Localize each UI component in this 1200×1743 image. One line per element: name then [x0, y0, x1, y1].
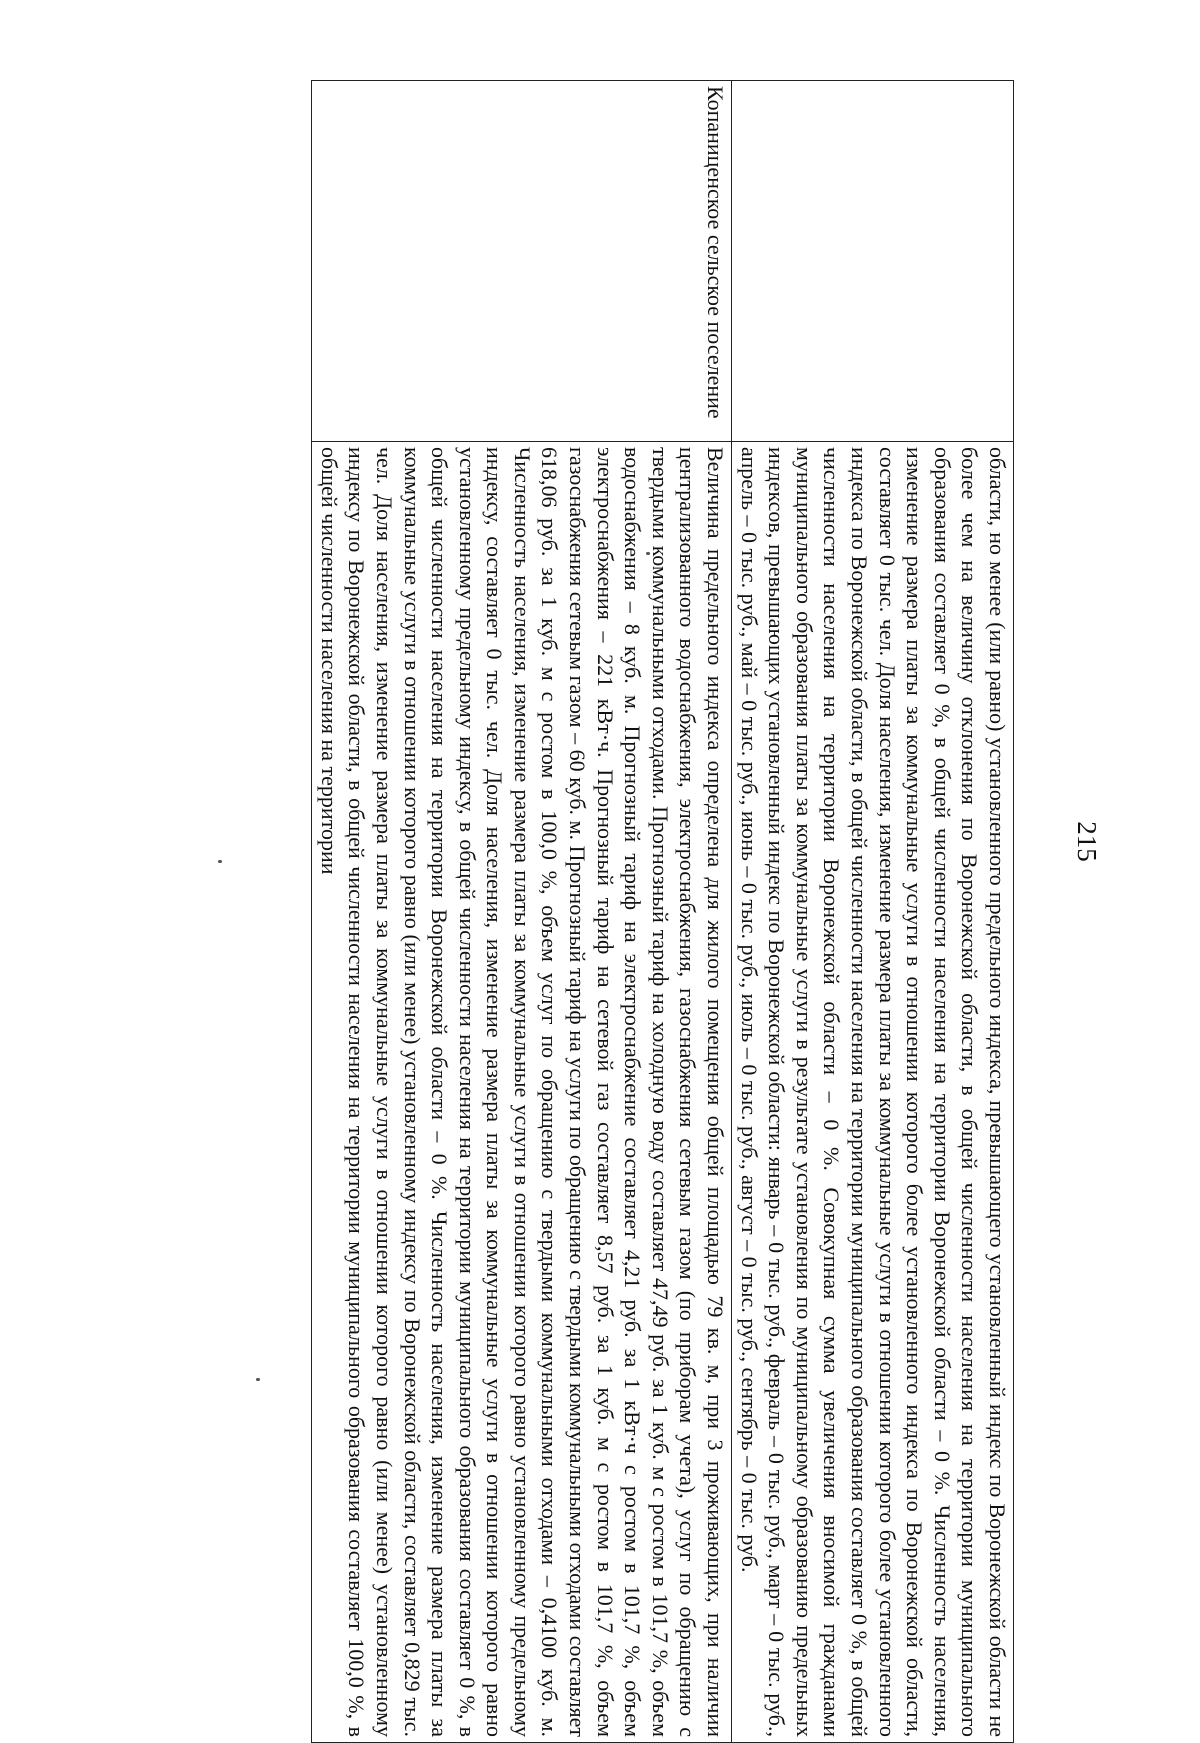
table-row	[732, 81, 1014, 1743]
page-number	[1071, 821, 1102, 862]
table-cell-municipality: Копаниценское сельское поселение	[312, 81, 732, 442]
table-cell-description: Величина предельного индекса определена для жилого помещения общей площадью 79 кв. м, при 3 проживающих, при наличии централизованного водоснабжения, электроснабжения, газоснабжения сетевым газом (по приборам учета), услуг по обращению с твердыми коммунальными отходами. Прогнозный тариф на холодную воду составляет 47,49 руб. за 1 куб. м с ростом в 101,7 %, объем водоснабжения – 8 куб. м. Прогнозный тариф на электроснабжение составляет 4,21 руб. за 1 кВт·ч с ростом в 101,7 %, объем электроснабжения – 221 кВт·ч. Прогнозный тариф на сетевой газ составляет 8,57 руб. за 1 куб. м с ростом в 101,7 %, объем газоснабжения сетевым газом – 60 куб. м. Прогнозный тариф на услуги по обращению с твердыми коммунальными отходами составляет 618,06 руб. за 1 куб. м с ростом в 100,0 %, объем услуг по обращению с твердыми коммунальными отходами – 0,4100 куб. м. Численность населения, изменение размера платы за коммунальные услуги в отношении которого равно установленному предельному индексу, составляет 0 тыс. чел. Доля населения, изменение размера платы за коммунальные услуги в отношении которого равно установленному предельному индексу, в общей численности населения на территории муниципального образования составляет 0 %, в общей численности населения на территории Воронежской области – 0 %. Численность населения, изменение размера платы за коммунальные услуги в отношении которого равно (или менее) установленному индексу по Воронежской области, составляет 0,829 тыс. чел. Доля населения, изменение размера платы за коммунальные услуги в отношении которого равно (или менее) установленному индексу по Воронежской области, в общей численности населения на территории муниципального образования составляет 100,0 %, в общей численности населения на территории	[312, 442, 732, 1743]
table-cell-description: области, но менее (или равно) установленного предельного индекса, превышающего установленный индекс по Воронежской области не более чем на величину отклонения по Воронежской области, в общей численности населения на территории муниципального образования составляет 0 %, в общей численности населения на территории Воронежской области – 0 %. Численность населения, изменение размера платы за коммунальные услуги в отношении которого более установленного индекса по Воронежской области, составляет 0 тыс. чел. Доля населения, изменение размера платы за коммунальные услуги в отношении которого более установленного индекса по Воронежской области, в общей численности населения на территории муниципального образования составляет 0 %, в общей численности населения на территории Воронежской области – 0 %. Совокупная сумма увеличения вносимой гражданами муниципального образования платы за коммунальные услуги в результате установления по муниципальному образованию предельных индексов, превышающих установленный индекс по Воронежской области: январь – 0 тыс. руб., февраль – 0 тыс. руб., март – 0 тыс. руб., апрель – 0 тыс. руб., май – 0 тыс. руб., июнь – 0 тыс. руб., июль – 0 тыс. руб., август – 0 тыс. руб., сентябрь – 0 тыс. руб.	[732, 442, 1014, 1743]
document-table	[311, 80, 1014, 1743]
table-cell-municipality	[732, 81, 1014, 442]
rotated-table-container	[94, 80, 1014, 1737]
page-number-text: 215	[1071, 821, 1102, 862]
table-row	[312, 81, 732, 1743]
